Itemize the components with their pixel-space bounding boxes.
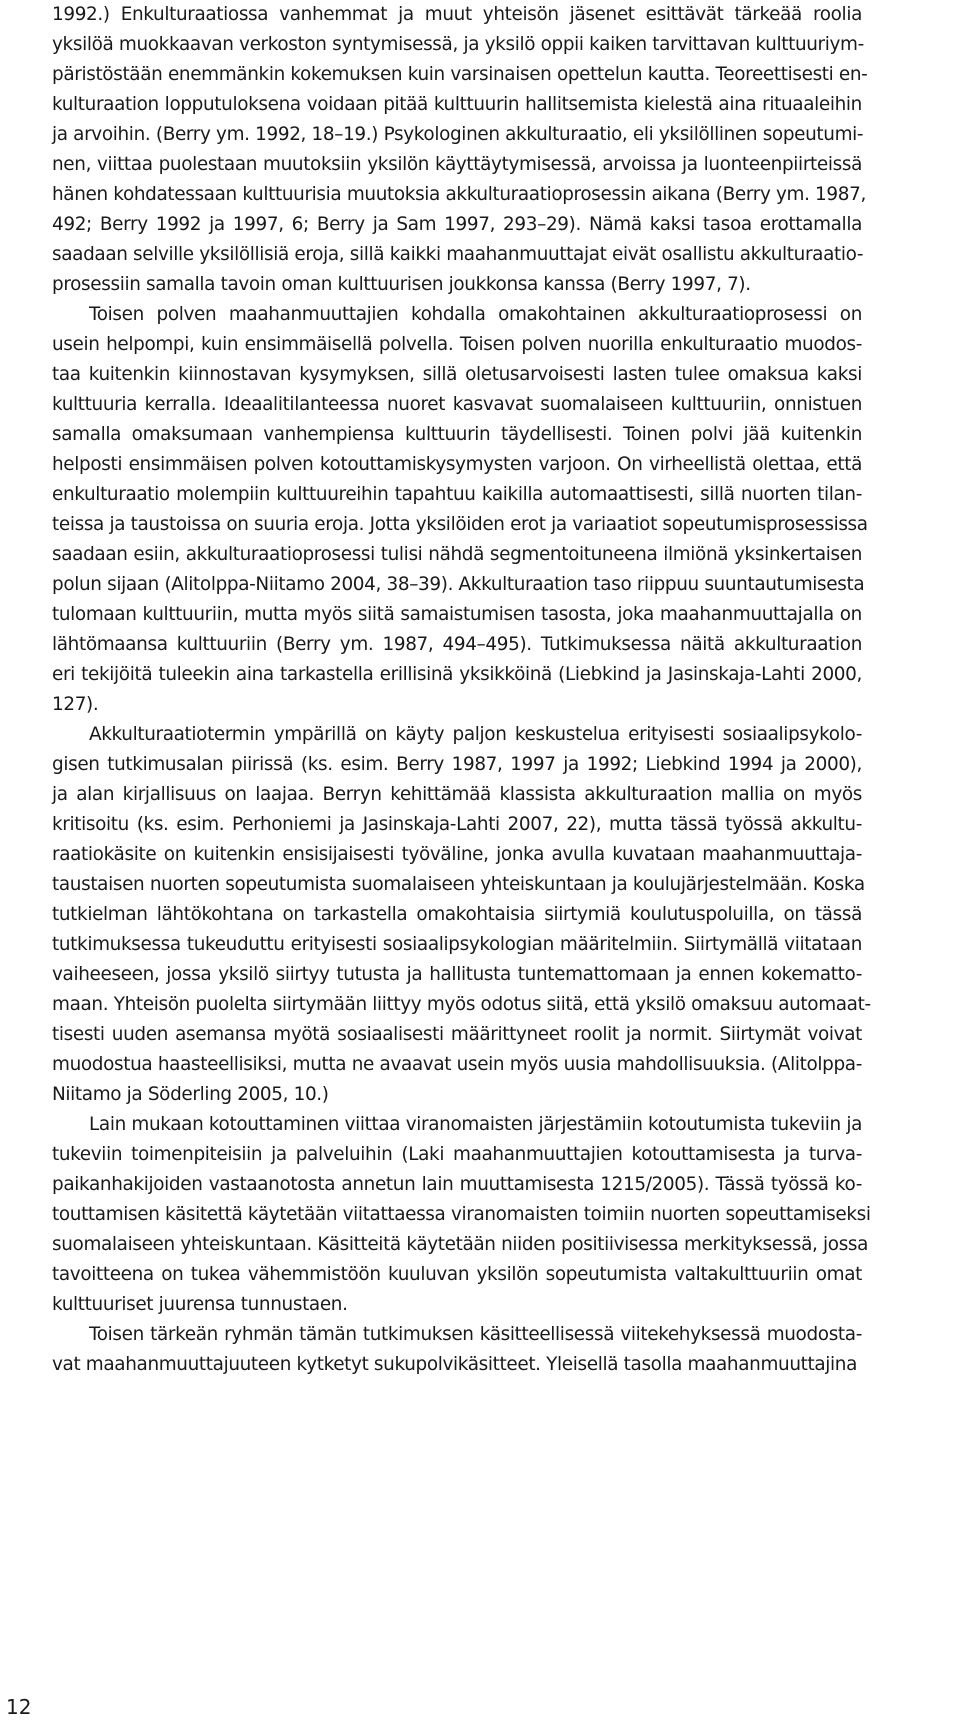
text-line: tisesti uuden asemansa myötä sosiaalisesti määrittyneet roolit ja normit. Siirtymät voivat xyxy=(52,1024,862,1045)
text-line: usein helpompi, kuin ensimmäisellä polvella. Toisen polven nuorilla enkulturaatio muodos- xyxy=(52,334,862,355)
paragraph-first-line: Lain mukaan kotouttaminen viittaa viranomaisten järjestämiin kotoutumista tukeviin ja xyxy=(89,1114,862,1135)
text-line: helposti ensimmäisen polven kotouttamiskysymysten varjoon. On virheellistä olettaa, että xyxy=(52,454,862,475)
paragraph-first-line: Toisen tärkeän ryhmän tämän tutkimuksen käsitteellisessä viitekehyksessä muodosta- xyxy=(89,1324,862,1345)
text-line: 127). xyxy=(52,694,99,715)
text-line: suomalaiseen yhteiskuntaan. Käsitteitä käytetään niiden positiivisessa merkityksessä, jossa xyxy=(52,1234,869,1255)
text-line: saadaan esiin, akkulturaatioprosessi tulisi nähdä segmentoituneena ilmiönä yksinkertaisen xyxy=(52,544,862,565)
text-line: kulttuuria kerralla. Ideaalitilanteessa nuoret kasvavat suomalaiseen kulttuuriin, onnistuen xyxy=(52,394,862,415)
text-line: yksilöä muokkaavan verkoston syntymisessä, ja yksilö oppii kaiken tarvittavan kulttuuriym- xyxy=(52,34,864,55)
text-line: ja alan kirjallisuus on laajaa. Berryn kehittämää klassista akkulturaation mallia on myös xyxy=(52,784,862,805)
text-line: 492; Berry 1992 ja 1997, 6; Berry ja Sam 1997, 293–29). Nämä kaksi tasoa erottamalla xyxy=(52,214,862,235)
text-line: lähtömaansa kulttuuriin (Berry ym. 1987, 494–495). Tutkimuksessa näitä akkulturaation xyxy=(52,634,862,655)
text-line: tukeviin toimenpiteisiin ja palveluihin (Laki maahanmuuttajien kotouttamisesta ja turva- xyxy=(52,1144,862,1165)
paragraph-first-line: Toisen polven maahanmuuttajien kohdalla omakohtainen akkulturaatioprosessi on xyxy=(89,304,862,325)
body-text xyxy=(52,0,871,1380)
text-line: muodostua haasteellisiksi, mutta ne avaavat usein myös uusia mahdollisuuksia. (Alitolppa- xyxy=(52,1054,862,1075)
text-line: ja arvoihin. (Berry ym. 1992, 18–19.) Psykologinen akkulturaatio, eli yksilöllinen sopeutumi- xyxy=(52,124,864,145)
text-line: hänen kohdatessaan kulttuurisia muutoksia akkulturaatioprosessin aikana (Berry ym. 1987, xyxy=(52,184,866,205)
text-line: kulttuuriset juurensa tunnustaen. xyxy=(52,1294,348,1315)
text-line: tutkimuksessa tukeuduttu erityisesti sosiaalipsykologian määritelmiin. Siirtymällä viitataan xyxy=(52,934,862,955)
text-line: teissa ja taustoissa on suuria eroja. Jotta yksilöiden erot ja variaatiot sopeutumisprosessissa xyxy=(52,514,868,535)
text-line: nen, viittaa puolestaan muutoksiin yksilön käyttäytymisessä, arvoissa ja luonteenpiirteissä xyxy=(52,154,862,175)
text-line: 1992.) Enkulturaatiossa vanhemmat ja muut yhteisön jäsenet esittävät tärkeää roolia xyxy=(52,4,862,25)
text-line: samalla omaksumaan vanhempiensa kulttuurin täydellisesti. Toinen polvi jää kuitenkin xyxy=(52,424,862,445)
text-line: tavoitteena on tukea vähemmistöön kuuluvan yksilön sopeutumista valtakulttuuriin omat xyxy=(52,1264,862,1285)
text-line: kritisoitu (ks. esim. Perhoniemi ja Jasinskaja-Lahti 2007, 22), mutta tässä työssä akkultu- xyxy=(52,814,862,835)
text-line: tulomaan kulttuuriin, mutta myös siitä samaistumisen tasosta, joka maahanmuuttajalla on xyxy=(52,604,862,625)
text-line: vaiheeseen, jossa yksilö siirtyy tutusta ja hallitusta tuntemattomaan ja ennen kokematto- xyxy=(52,964,862,985)
text-line: paikanhakijoiden vastaanotosta annetun lain muuttamisesta 1215/2005). Tässä työssä ko- xyxy=(52,1174,862,1195)
text-line: enkulturaatio molempiin kulttuureihin tapahtuu kaikilla automaattisesti, sillä nuorten tilan- xyxy=(52,484,862,505)
text-line: touttamisen käsitettä käytetään viitattaessa viranomaisten toimiin nuorten sopeuttamiseksi xyxy=(52,1204,871,1225)
text-line: eri tekijöitä tuleekin aina tarkastella erillisinä yksikköinä (Liebkind ja Jasinskaja-Lahti 2000, xyxy=(52,664,862,685)
page-number: 12 xyxy=(6,1695,32,1719)
paragraph-first-line: Akkulturaatiotermin ympärillä on käyty paljon keskustelua erityisesti sosiaalipsykolo- xyxy=(89,724,862,745)
text-line: kulturaation lopputuloksena voidaan pitää kulttuurin hallitsemista kielestä aina rituaaleihin xyxy=(52,94,862,115)
text-line: taustaisen nuorten sopeutumista suomalaiseen yhteiskuntaan ja koulujärjestelmään. Koska xyxy=(52,874,865,895)
text-line: raatiokäsite on kuitenkin ensisijaisesti työväline, jonka avulla kuvataan maahanmuuttaja- xyxy=(52,844,862,865)
text-line: vat maahanmuuttajuuteen kytketyt sukupolvikäsitteet. Yleisellä tasolla maahanmuuttajina xyxy=(52,1354,858,1375)
text-line: saadaan selville yksilöllisiä eroja, sillä kaikki maahanmuuttajat eivät osallistu akkulturaatio- xyxy=(52,244,864,265)
text-line: taa kuitenkin kiinnostavan kysymyksen, sillä oletusarvoisesti lasten tulee omaksua kaksi xyxy=(52,364,862,385)
text-line: polun sijaan (Alitolppa-Niitamo 2004, 38–39). Akkulturaation taso riippuu suuntautumisesta xyxy=(52,574,865,595)
text-line: tutkielman lähtökohtana on tarkastella omakohtaisia siirtymiä koulutuspoluilla, on tässä xyxy=(52,904,862,925)
text-line: prosessiin samalla tavoin oman kulttuurisen joukkonsa kanssa (Berry 1997, 7). xyxy=(52,274,751,295)
text-line: päristöstään enemmänkin kokemuksen kuin varsinaisen opettelun kautta. Teoreettisesti en- xyxy=(52,64,868,85)
text-line: Niitamo ja Söderling 2005, 10.) xyxy=(52,1084,329,1105)
text-line: gisen tutkimusalan piirissä (ks. esim. Berry 1987, 1997 ja 1992; Liebkind 1994 ja 2000), xyxy=(52,754,862,775)
text-line: maan. Yhteisön puolelta siirtymään liittyy myös odotus siitä, että yksilö omaksuu automaat- xyxy=(52,994,871,1015)
